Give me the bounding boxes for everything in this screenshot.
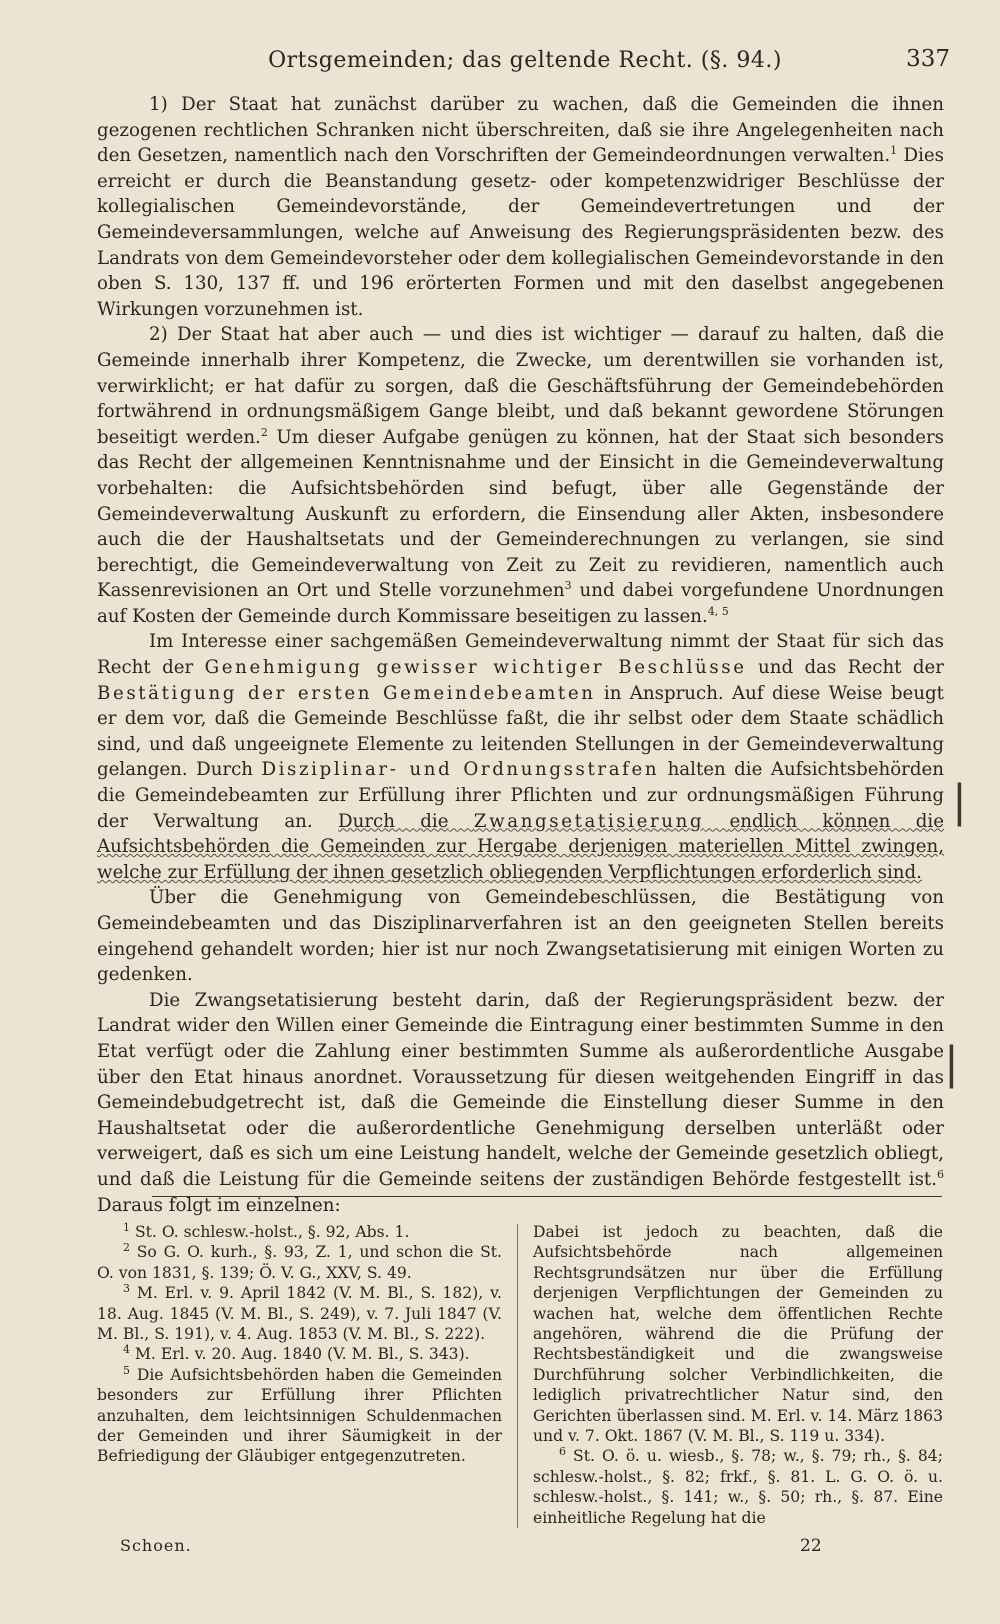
- footnote-3: $^3$ M. Erl. v. 9. April 1842 (V. M. Bl., S. 182), v. 18. Aug. 1845 (V. M. Bl., S. 249), v. 7. Juli 1847 (V. M. Bl., S. 191), v. 4. Aug. 1853 (V. M. Bl., S. 222).: [97, 1282, 502, 1344]
- footnotes-left-column: [97, 1222, 502, 1467]
- main-text: [97, 92, 944, 1218]
- signature-mark: Schoen.: [120, 1536, 192, 1555]
- paragraph-4: Über die Genehmigung von Gemeindebeschlüssen, die Bestätigung von Gemeindebeamten und das Disziplinarverfahren ist an den geeigneten Stellen bereits eingehend gehandelt worden; hier ist nur noch Zwangsetatisierung mit einigen Worten zu gedenken.: [97, 887, 944, 986]
- footnote-5-continued: Dabei ist jedoch zu beachten, daß die Aufsichtsbehörde nach allgemeinen Rechtsgrundsätzen nur über die Erfüllung derjenigen Verpflichtungen der Gemeinden zu wachen hat, welche dem öffentlichen Rechte angehören, während die die Prüfung der Rechtsbeständigkeit und die zwangsweise Durchführung solcher Verbindlichkeiten, die lediglich privatrechtlicher Natur sind, den Gerichten überlassen sind. M. Erl. v. 14. März 1863 und v. 7. Okt. 1867 (V. M. Bl., S. 119 u. 334).: [533, 1223, 943, 1446]
- spaced-term: Bestätigung der ersten Gemeindebeamten: [97, 682, 596, 704]
- footnote-5: $^5$ Die Aufsichtsbehörden haben die Gemeinden besonders zur Erfüllung ihrer Pflichten anzuhalten, dem leichtsinnigen Schuldenmachen der Gemeinden und ihrer Säumigkeit in der Befriedigung der Gläubiger entgegenzutreten.: [97, 1363, 502, 1466]
- paragraph-3: Im Interesse einer sachgemäßen Gemeindeverwaltung nimmt der Staat für sich das Recht der Genehmigung gewisser wichtiger Beschlüsse und das Recht der Bestätigung der ersten Gemeindebeamten in Anspruch. Auf diese Weise beugt er dem vor, daß die Gemeinde Beschlüsse faßt, die ihr selbst oder dem Staate schädlich sind, und daß ungeeignete Elemente zu leitenden Stellungen in der Gemeindeverwaltung gelangen. Durch Disziplinar- und Ordnungsstrafen halten die Aufsichtsbehörden die Gemeindebeamten zur Erfüllung ihrer Pflichten und zur ordnungsmäßigen Führung der Verwaltung an. Durch die Zwangsetatisierung endlich können die Aufsichtsbehörden die Gemeinden zur Hergabe derjenigen materiellen Mittel zwingen, welche zur Erfüllung der ihnen gesetzlich obliegenden Verpflichtungen erforderlich sind.: [97, 631, 944, 883]
- page-header: [100, 40, 950, 80]
- pencil-marked-passage: Durch die Zwangsetatisierung endlich können die Aufsichtsbehörden die Gemeinden zur Hergabe derjenigen materiellen Mittel zwingen, welche zur Erfüllung der ihnen gesetzlich obliegenden Verpflichtungen erforderlich sind.: [97, 810, 944, 883]
- paragraph-5: Die Zwangsetatisierung besteht darin, daß der Regierungspräsident bezw. der Landrat wider den Willen einer Gemeinde die Eintragung einer bestimmten Summe in den Etat verfügt oder die Zahlung einer bestimmten Summe als außerordentliche Ausgabe über den Etat hinaus anordnet. Voraussetzung für diesen weitgehenden Eingriff in das Gemeindebudgetrecht ist, daß die Gemeinde die Einstellung dieser Summe in den Haushaltsetat oder die außerordentliche Genehmigung derselben unterläßt oder verweigert, daß es sich um eine Leistung handelt, welche der Gemeinde gesetzlich obliegt, und daß die Leistung für die Gemeinde seitens der zuständigen Behörde festgestellt ist.$^6$ Daraus folgt im einzelnen:: [97, 989, 944, 1216]
- margin-pencil-mark: |: [944, 1038, 959, 1089]
- spaced-term: Genehmigung gewisser wichtiger Beschlüsse: [204, 657, 747, 679]
- footnote-ref-4-5: 4, 5: [707, 604, 729, 618]
- footnote-ref-3: 3: [564, 579, 572, 593]
- spaced-term: Disziplinar- und Ordnungsstrafen: [261, 759, 660, 781]
- paragraph-1: 1) Der Staat hat zunächst darüber zu wachen, daß die Gemeinden die ihnen gezogenen rechtlichen Schranken nicht überschreiten, daß sie ihre Angelegenheiten nach den Gesetzen, namentlich nach den Vorschriften der Gemeindeordnungen verwalten.$^1$ Dies erreicht er durch die Beanstandung gesetz- oder kompetenzwidriger Beschlüsse der kollegialischen Gemeindevorstände, der Gemeindevertretungen und der Gemeindeversammlungen, welche auf Anweisung des Regierungspräsidenten bezw. des Landrats von dem Gemeindevorsteher oder dem kollegialischen Gemeindevorstande in den oben S. 130, 137 ff. und 196 erörterten Formen und mit den daselbst angegebenen Wirkungen vorzunehmen ist.: [97, 94, 944, 320]
- running-head: Ortsgemeinden; das geltende Recht. (§. 94.): [268, 47, 782, 73]
- footnote-4: $^4$ M. Erl. v. 20. Aug. 1840 (V. M. Bl., S. 343).: [123, 1343, 470, 1364]
- footnote-2: $^2$ So G. O. kurh., §. 93, Z. 1, und schon die St. O. von 1831, §. 139; Ö. V. G., XXV, S. 49.: [97, 1241, 502, 1282]
- footnote-rule: [152, 1196, 942, 1197]
- footnote-ref-2: 2: [260, 425, 268, 439]
- page-number: 337: [906, 46, 950, 72]
- footnote-ref-1: 1: [890, 144, 898, 158]
- footnotes-right-column: [533, 1222, 943, 1528]
- footnote-1: $^1$ St. O. schlesw.-holst., §. 92, Abs. 1.: [123, 1220, 410, 1241]
- sheet-number: 22: [800, 1536, 822, 1556]
- column-divider: [517, 1224, 518, 1528]
- margin-pencil-mark: |: [952, 776, 967, 827]
- footnote-ref-6: 6: [937, 1167, 944, 1181]
- paragraph-2: 2) Der Staat hat aber auch — und dies ist wichtiger — darauf zu halten, daß die Gemeinde innerhalb ihrer Kompetenz, die Zwecke, um derentwillen sie vorhanden ist, verwirklicht; er hat dafür zu sorgen, daß die Geschäftsführung der Gemeindebehörden fortwährend in ordnungsmäßigem Gange bleibt, und daß bekannt gewordene Störungen beseitigt werden.$^2$ Um dieser Aufgabe genügen zu können, hat der Staat sich besonders das Recht der allgemeinen Kenntnisnahme und der Einsicht in die Gemeindeverwaltung vorbehalten: die Aufsichtsbehörden sind befugt, über alle Gegenstände der Gemeindeverwaltung Auskunft zu erfordern, die Einsendung aller Akten, insbesondere auch die der Haushaltsetats und der Gemeinderechnungen zu verlangen, sie sind berechtigt, die Gemeindeverwaltung von Zeit zu Zeit zu revidieren, namentlich auch Kassenrevisionen an Ort und Stelle vorzunehmen$^3$ und dabei vorgefundene Unordnungen auf Kosten der Gemeinde durch Kommissare beseitigen zu lassen.$^{4, 5}$: [97, 324, 945, 627]
- footnote-6: $^6$ St. O. ö. u. wiesb., §. 78; w., §. 79; rh., §. 84; schlesw.-holst., §. 82; frkf., §. 81. L. G. O. ö. u. schlesw.-holst., §. 141; w., §. 50; rh., §. 87. Eine einheitliche Regelung hat die: [533, 1445, 943, 1527]
